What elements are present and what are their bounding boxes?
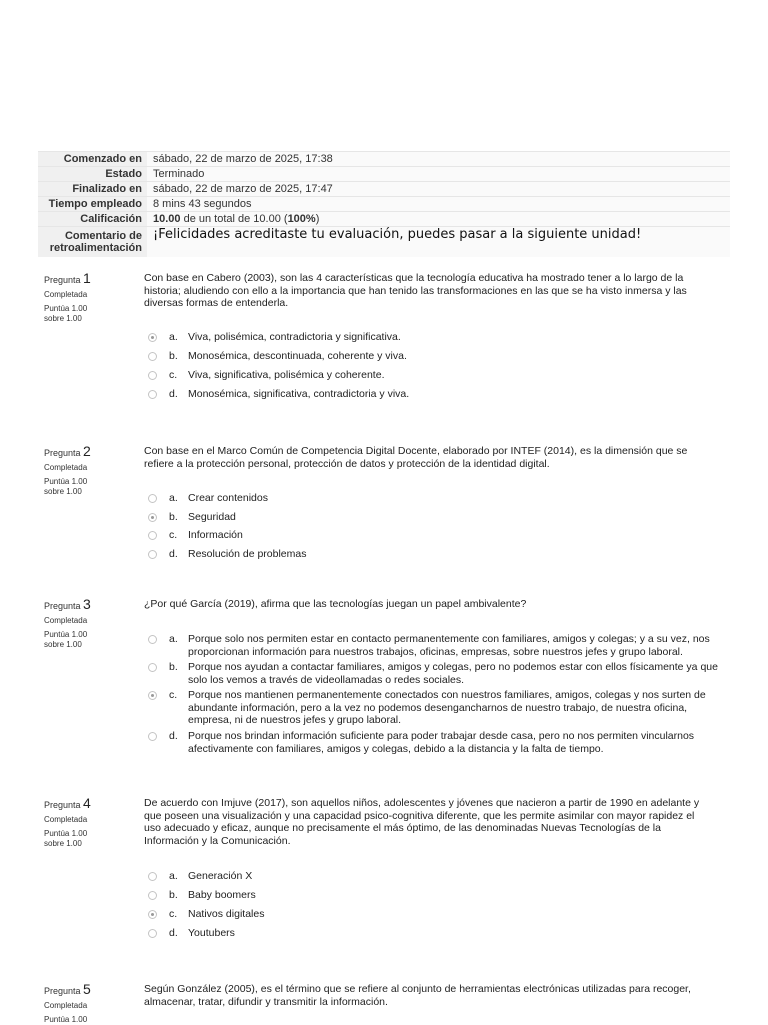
question-info bbox=[44, 596, 136, 650]
summary-value: 8 mins 43 segundos bbox=[147, 197, 730, 212]
radio-icon[interactable] bbox=[148, 390, 157, 399]
question-grade: Puntúa 1.00 bbox=[44, 1015, 88, 1024]
summary-row-started bbox=[38, 152, 730, 167]
grade-score: 10.00 bbox=[153, 213, 181, 225]
question-number: Pregunta 5 bbox=[44, 981, 91, 997]
answer-list bbox=[148, 633, 718, 758]
radio-icon[interactable] bbox=[148, 872, 157, 881]
radio-selected-icon[interactable] bbox=[148, 513, 157, 522]
question-text: De acuerdo con Imjuve (2017), son aquellos niños, adolescentes y jóvenes que nacieron a partir de 1990 en adelante y que poseen una visualización y una capacidad psico-cognitiva diferente, que les permite asimilar con mayor rapidez el uso adecuado y eficaz, aunque no precisamente el más óptimo, de las denominadas Nuevas Tecnologías de la Información y la Comunicación. bbox=[144, 797, 700, 847]
answer-option[interactable]: d. Monosémica, significativa, contradictoria y viva. bbox=[148, 388, 718, 407]
question-text: ¿Por qué García (2019), afirma que las tecnologías juegan un papel ambivalente? bbox=[144, 598, 527, 610]
question-text: Con base en Cabero (2003), son las 4 características que la tecnología educativa ha mostrado tener a lo largo de la historia; aludiendo con ello a la importancia que han tenido las transformaciones en las que se ha visto inmersa y las diversas formas de entenderla. bbox=[144, 272, 687, 309]
question-text: Según González (2005), es el término que se refiere al conjunto de herramientas electrónicas utilizadas para recoger, almacenar, tratar, difundir y transmitir la información. bbox=[144, 983, 691, 1008]
question-info bbox=[44, 270, 136, 324]
radio-selected-icon[interactable] bbox=[148, 333, 157, 342]
radio-icon[interactable] bbox=[148, 531, 157, 540]
question-number: Pregunta 4 bbox=[44, 795, 91, 811]
question-info bbox=[44, 443, 136, 497]
radio-icon[interactable] bbox=[148, 891, 157, 900]
radio-icon[interactable] bbox=[148, 352, 157, 361]
answer-list bbox=[148, 331, 718, 407]
question-state: Completada bbox=[44, 463, 88, 472]
summary-value: Terminado bbox=[147, 167, 730, 182]
radio-icon[interactable] bbox=[148, 732, 157, 741]
radio-icon[interactable] bbox=[148, 550, 157, 559]
radio-icon[interactable] bbox=[148, 494, 157, 503]
answer-option[interactable]: c. Viva, significativa, polisémica y coherente. bbox=[148, 369, 718, 388]
summary-label: Finalizado en bbox=[38, 182, 147, 197]
question-number: Pregunta 1 bbox=[44, 270, 91, 286]
question-number: Pregunta 2 bbox=[44, 443, 91, 459]
summary-label: Comenzado en bbox=[38, 152, 147, 167]
radio-icon[interactable] bbox=[148, 635, 157, 644]
radio-selected-icon[interactable] bbox=[148, 691, 157, 700]
question-grade: Puntúa 1.00 sobre 1.00 bbox=[44, 477, 88, 496]
attempt-summary bbox=[38, 151, 730, 257]
summary-row-feedback bbox=[38, 227, 730, 258]
radio-icon[interactable] bbox=[148, 929, 157, 938]
answer-option[interactable]: c. Nativos digitales bbox=[148, 908, 718, 927]
answer-option[interactable]: b. Seguridad bbox=[148, 511, 718, 530]
summary-label: Calificación bbox=[38, 212, 147, 227]
answer-option[interactable]: a. Crear contenidos bbox=[148, 492, 718, 511]
answer-option[interactable]: d. Youtubers bbox=[148, 927, 718, 946]
answer-list bbox=[148, 492, 718, 566]
question-info bbox=[44, 795, 136, 849]
grade-percent: 100% bbox=[287, 213, 316, 225]
summary-row-time bbox=[38, 197, 730, 212]
question-grade: Puntúa 1.00 sobre 1.00 bbox=[44, 630, 88, 649]
radio-icon[interactable] bbox=[148, 371, 157, 380]
answer-option[interactable]: b. Porque nos ayudan a contactar familiares, amigos y colegas, pero no podemos estar con ellos físicamente ya que solo los vemos a través de videollamadas o redes sociales. bbox=[148, 661, 718, 689]
grade-total: de un total de 10.00 ( bbox=[180, 213, 288, 225]
question-state: Completada bbox=[44, 815, 88, 824]
summary-label: Tiempo empleado bbox=[38, 197, 147, 212]
question-state: Completada bbox=[44, 1001, 88, 1010]
answer-option[interactable]: a. Generación X bbox=[148, 870, 718, 889]
answer-option[interactable]: d. Porque nos brindan información suficiente para poder trabajar desde casa, pero no nos permiten vincularnos afectivamente con familiares, amigos y colegas, debido a la distancia y la falta de tiempo. bbox=[148, 730, 718, 758]
question-info bbox=[44, 981, 136, 1025]
question-text: Con base en el Marco Común de Competencia Digital Docente, elaborado por INTEF (2014), es la dimensión que se refiere a la protección personal, protección de datos y protección de la identidad digital. bbox=[144, 445, 688, 470]
radio-icon[interactable] bbox=[148, 663, 157, 672]
summary-row-grade bbox=[38, 212, 730, 227]
answer-option[interactable]: c. Información bbox=[148, 529, 718, 548]
question-state: Completada bbox=[44, 616, 88, 625]
summary-label: Comentario de retroalimentación bbox=[38, 227, 147, 258]
answer-list bbox=[148, 870, 718, 946]
answer-option[interactable]: b. Baby boomers bbox=[148, 889, 718, 908]
summary-value: sábado, 22 de marzo de 2025, 17:47 bbox=[147, 182, 730, 197]
summary-value: sábado, 22 de marzo de 2025, 17:38 bbox=[147, 152, 730, 167]
grade-value bbox=[147, 212, 730, 227]
answer-option[interactable]: c. Porque nos mantienen permanentemente conectados con nuestros familiares, amigos, colegas y nos surten de abundante información, pero a la vez no podemos desengancharnos de nuestro trabajo, de nuestra oficina, empresa, ni de nuestros jefes y grupo laboral. bbox=[148, 689, 718, 730]
grade-close: ) bbox=[315, 213, 320, 225]
summary-row-state bbox=[38, 167, 730, 182]
radio-selected-icon[interactable] bbox=[148, 910, 157, 919]
question-state: Completada bbox=[44, 290, 88, 299]
question-number: Pregunta 3 bbox=[44, 596, 91, 612]
summary-row-finished bbox=[38, 182, 730, 197]
feedback-message: ¡Felicidades acreditaste tu evaluación, puedes pasar a la siguiente unidad! bbox=[147, 227, 730, 258]
answer-option[interactable]: b. Monosémica, descontinuada, coherente y viva. bbox=[148, 350, 718, 369]
question-grade: Puntúa 1.00 sobre 1.00 bbox=[44, 829, 88, 848]
answer-option[interactable]: a. Viva, polisémica, contradictoria y significativa. bbox=[148, 331, 718, 350]
summary-label: Estado bbox=[38, 167, 147, 182]
answer-option[interactable]: a. Porque solo nos permiten estar en contacto permanentemente con familiares, amigos y colegas; y a su vez, nos proporcionan información para nuestros trabajos, oficinas, empresas, sobre nuestros jefes y grupo laboral. bbox=[148, 633, 718, 661]
answer-option[interactable]: d. Resolución de problemas bbox=[148, 548, 718, 567]
question-grade: Puntúa 1.00 sobre 1.00 bbox=[44, 304, 88, 323]
